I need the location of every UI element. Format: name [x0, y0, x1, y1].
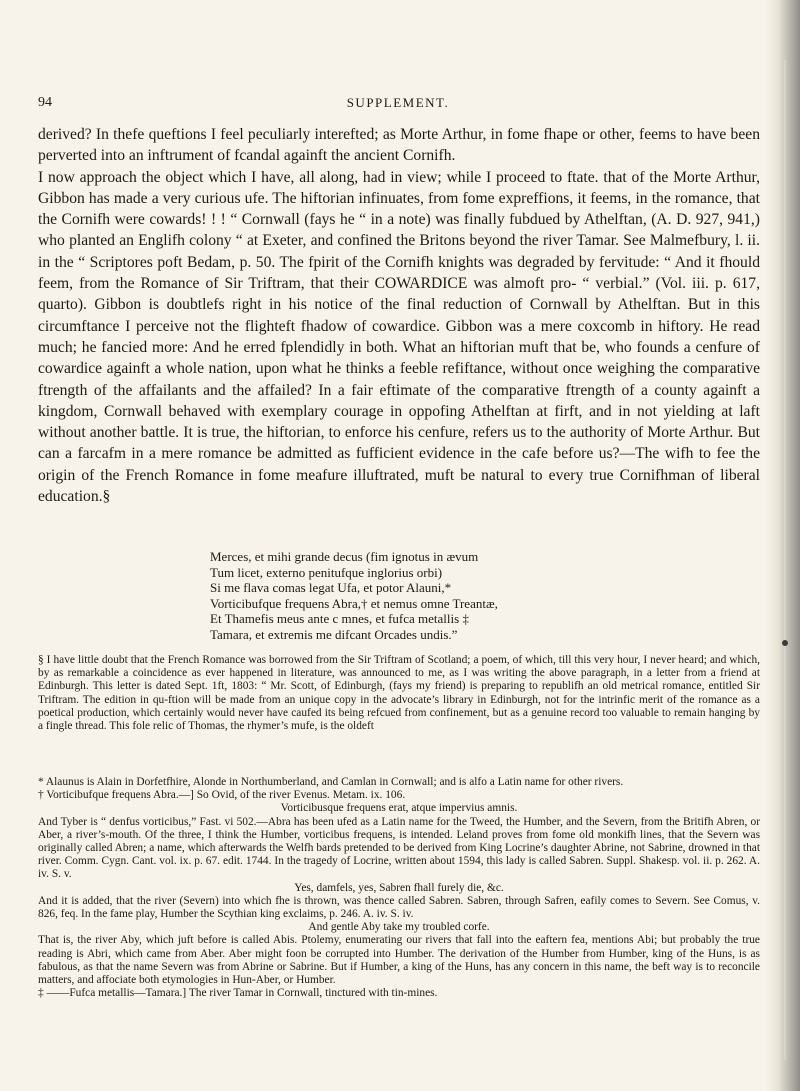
footnote-dagger-text: That is, the river Aby, which juft before is called Abis. Ptolemy, enumerating our rivers that fall into the eaftern fea, mentions Abi; but probably the true reading is Abri, which came from Aber. Aber might foon be corrupted into Humber. The derivation of the Humber from Humber, king of the Huns, is as fabulous, as that the name Severn was from Abrine or Sabrine. But if Humber, a king of the Huns, has any concern in this name, the beft way is to reconcile matters, and affociate both etymologies in Hun-Aber, or Humber.: [38, 934, 760, 987]
footnote-dagger-text: And it is added, that the river (Severn) into which fhe is thrown, was thence called Sabren. Sabren, through Safren, eafily comes to Severn. See Comus, v. 826, feq. In the fame play, Humber the Scythian king exclaims, p. 246. A. iv. S. iv.: [38, 894, 760, 921]
footnote-text: § I have little doubt that the French Romance was borrowed from the Sir Triftram of Scotland; a poem, of which, till this very hour, I never heard; and which, by as remarkable a coincidence as ever happened in literature, was announced to me, as I was writing the above paragraph, in a letter from a friend at Edinburgh. This letter is dated Sept. 1ft, 1803: “ Mr. Scott, of Edinburgh, (fays my friend) is preparing to republifh an old metrical romance, entitled Sir Triftram. The edition in qu-ftion will be made from an unique copy in the advocate’s library in Edinburgh, not for the intrinfic merit of the romance as a poetical production, which certainly would never have caufed its being refcued from confinement, but as a genuine record too valuable to remain hanging by a fingle thread. This fole relic of Thomas, the rhymer’s mufe, is the oldeft: [38, 654, 760, 733]
verse-line: Merces, et mihi grande decus (fim ignotus in ævum: [210, 549, 479, 564]
verse-quotation: [210, 549, 680, 642]
footnote-quote: Vorticibusque frequens erat, atque impervius amnis.: [280, 802, 518, 815]
footnote-quote: Yes, damfels, yes, Sabren fhall furely die, &c.: [294, 881, 504, 894]
page-header: [38, 95, 758, 117]
verse-line: Tamara, et extremis me difcant Orcades undis.”: [210, 626, 458, 642]
footnote-quote: And gentle Aby take my troubled corfe.: [308, 921, 490, 934]
page-number: 94: [38, 95, 52, 110]
paragraph: derived? In thefe queftions I feel peculiarly interefted; as Morte Arthur, in fome fhape or other, feems to have been perverted into an inftrument of fcandal againft the ancient Cornifh.: [38, 126, 760, 165]
verse-line: Si me flava comas legat Ufa, et potor Alauni,*: [210, 580, 452, 595]
footnote-ddagger: ‡ ——Fufca metallis—Tamara.] The river Tamar in Cornwall, tinctured with tin-mines.: [38, 987, 438, 1000]
main-text: [38, 124, 760, 507]
spine-mark: [782, 640, 788, 646]
verse-line: Tum licet, externo penitufque inglorius orbi): [210, 564, 443, 580]
footnote-dagger-text: And Tyber is “ denfus vorticibus,” Fast. vi 502.—Abra has been ufed as a Latin name for the Tweed, the Humber, and the Severn, from the Britifh Abren, or Aber, a river’s-mouth. Of the three, I think the Humber, vorticibus frequens, is intended. Leland proves from fome old monkifh lines, that the Severn was originally called Abren; a name, which afterwards the Welfh bards pretended to be derived from King Locrine’s daughter Abrine, not Sabrine, drowned in that river. Comm. Cygn. Cant. vol. ix. p. 67. edit. 1744. In the tragedy of Locrine, written about 1594, this lady is called Sabren. Suppl. Shakesp. vol. ii. p. 262. A. iv. S. v.: [38, 815, 760, 881]
paragraph: I now approach the object which I have, all along, had in view; while I proceed to ftate. that of the Morte Arthur, Gibbon has made a very curious ufe. The hiftorian infinuates, from fome expreffions, it feems, in the romance, that the Cornifh were cowards! ! ! “ Cornwall (fays he “ in a note) was finally fubdued by Athelftan, (A. D. 927, 941,) who planted an Englifh colony “ at Exeter, and confined the Britons beyond the river Tamar. See Malmefbury, l. ii. in the “ Scriptores poft Bedam, p. 50. The fpirit of the Cornifh knights was degraded by fervitude: “ And it fhould feem, from the Romance of Sir Triftram, that their COWARDICE was almoft pro- “ verbial.” (Vol. iii. p. 617, quarto). Gibbon is doubtlefs right in his notice of the final reduction of Cornwall by Athelftan. But in this circumftance I perceive not the flighteft fhadow of cowardice. Gibbon was a mere coxcomb in hiftory. He read much; he fancied more: And he erred fplendidly in both. What an hiftorian muft that be, who founds a cenfure of cowardice againft a whole nation, upon what he thinks a feeble refiftance, without once weighing the comparative ftrength of the affailants and the affailed? In a fair eftimate of the comparative ftrength of a county againft a kingdom, Cornwall behaved with exemplary courage in oppofing Athelftan at firft, and in not yielding at laft without another battle. It is true, the hiftorian, to enforce his cenfure, refers us to the authority of Morte Arthur. But can a farcafm in a mere romance be admitted as fufficient evidence in the cafe before us?—The wifh to fee the origin of the French Romance in fome meafure illuftrated, muft be natural to every true Cornifhman of liberal education.§: [38, 168, 760, 506]
verse-line: Et Thamefis meus ante c mnes, et fufca metallis ‡: [210, 611, 469, 626]
footnote-star: * Alaunus is Alain in Dorfetfhire, Alonde in Northumberland, and Camlan in Cornwall; and is alfo a Latin name for other rivers.: [38, 776, 624, 788]
book-spine-shadow: [766, 0, 800, 1091]
footnotes-rivers: [38, 776, 760, 1000]
spine-rule: [784, 60, 786, 1060]
running-head: SUPPLEMENT.: [346, 95, 450, 110]
verse-line: Vorticibufque frequens Abra,† et nemus omne Treantæ,: [210, 595, 498, 611]
footnote-dagger: † Vorticibufque frequens Abra.—] So Ovid, of the river Evenus. Metam. ix. 106.: [38, 789, 406, 802]
footnote-section: [38, 654, 760, 733]
